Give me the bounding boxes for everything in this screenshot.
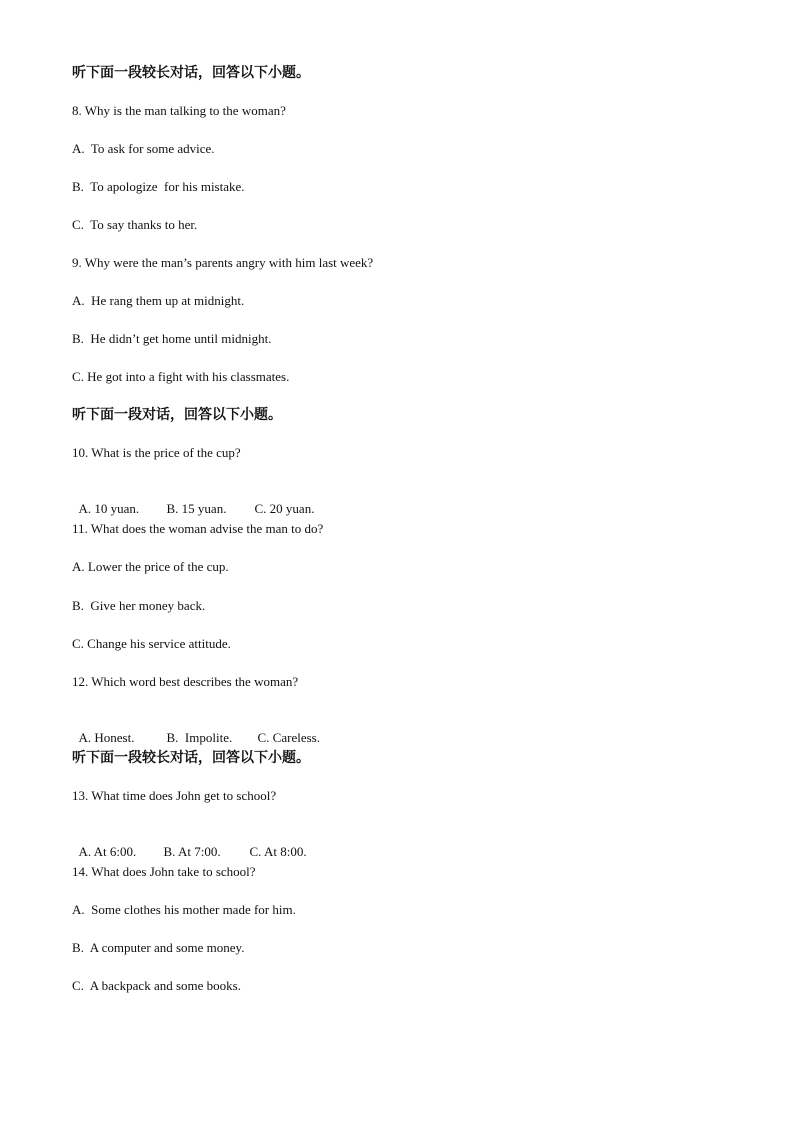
option-b: B. Give her money back. — [72, 598, 206, 613]
option-c: C. Change his service attitude. — [72, 636, 231, 651]
question-stem: 9. Why were the man’s parents angry with him last week? — [72, 255, 374, 270]
option-b: B. A computer and some money. — [72, 940, 245, 955]
question-stem: 13. What time does John get to school? — [72, 788, 277, 803]
option-a: A. At 6:00. — [78, 844, 137, 859]
option-b: B. 15 yuan. — [166, 501, 227, 516]
option-row — [72, 482, 314, 518]
section-heading: 听下面一段对话，回答以下小题。 — [72, 407, 282, 423]
option-c: C. A backpack and some books. — [72, 978, 241, 993]
option-c: C. At 8:00. — [249, 844, 307, 859]
question-stem: 8. Why is the man talking to the woman? — [72, 103, 286, 118]
option-b: B. Impolite. — [166, 730, 233, 745]
option-a: A. Lower the price of the cup. — [72, 559, 229, 574]
option-b: B. He didn’t get home until midnight. — [72, 331, 272, 346]
question-stem: 12. Which word best describes the woman? — [72, 674, 299, 689]
option-c: C. To say thanks to her. — [72, 217, 198, 232]
option-c: C. Careless. — [257, 730, 320, 745]
question-stem: 11. What does the woman advise the man to do? — [72, 521, 324, 536]
option-a: A. He rang them up at midnight. — [72, 293, 245, 308]
section-heading: 听下面一段较长对话，回答以下小题。 — [72, 65, 310, 81]
section-heading: 听下面一段较长对话，回答以下小题。 — [72, 750, 310, 766]
option-b: B. To apologize for his mistake. — [72, 179, 245, 194]
question-stem: 10. What is the price of the cup? — [72, 445, 241, 460]
option-c: C. He got into a fight with his classmates. — [72, 369, 290, 384]
option-a: A. 10 yuan. — [78, 501, 140, 516]
option-b: B. At 7:00. — [163, 844, 221, 859]
option-c: C. 20 yuan. — [254, 501, 315, 516]
question-stem: 14. What does John take to school? — [72, 864, 256, 879]
option-a: A. Honest. — [78, 730, 135, 745]
option-a: A. Some clothes his mother made for him. — [72, 902, 296, 917]
option-a: A. To ask for some advice. — [72, 141, 215, 156]
option-row — [72, 825, 307, 861]
option-row — [72, 711, 320, 747]
